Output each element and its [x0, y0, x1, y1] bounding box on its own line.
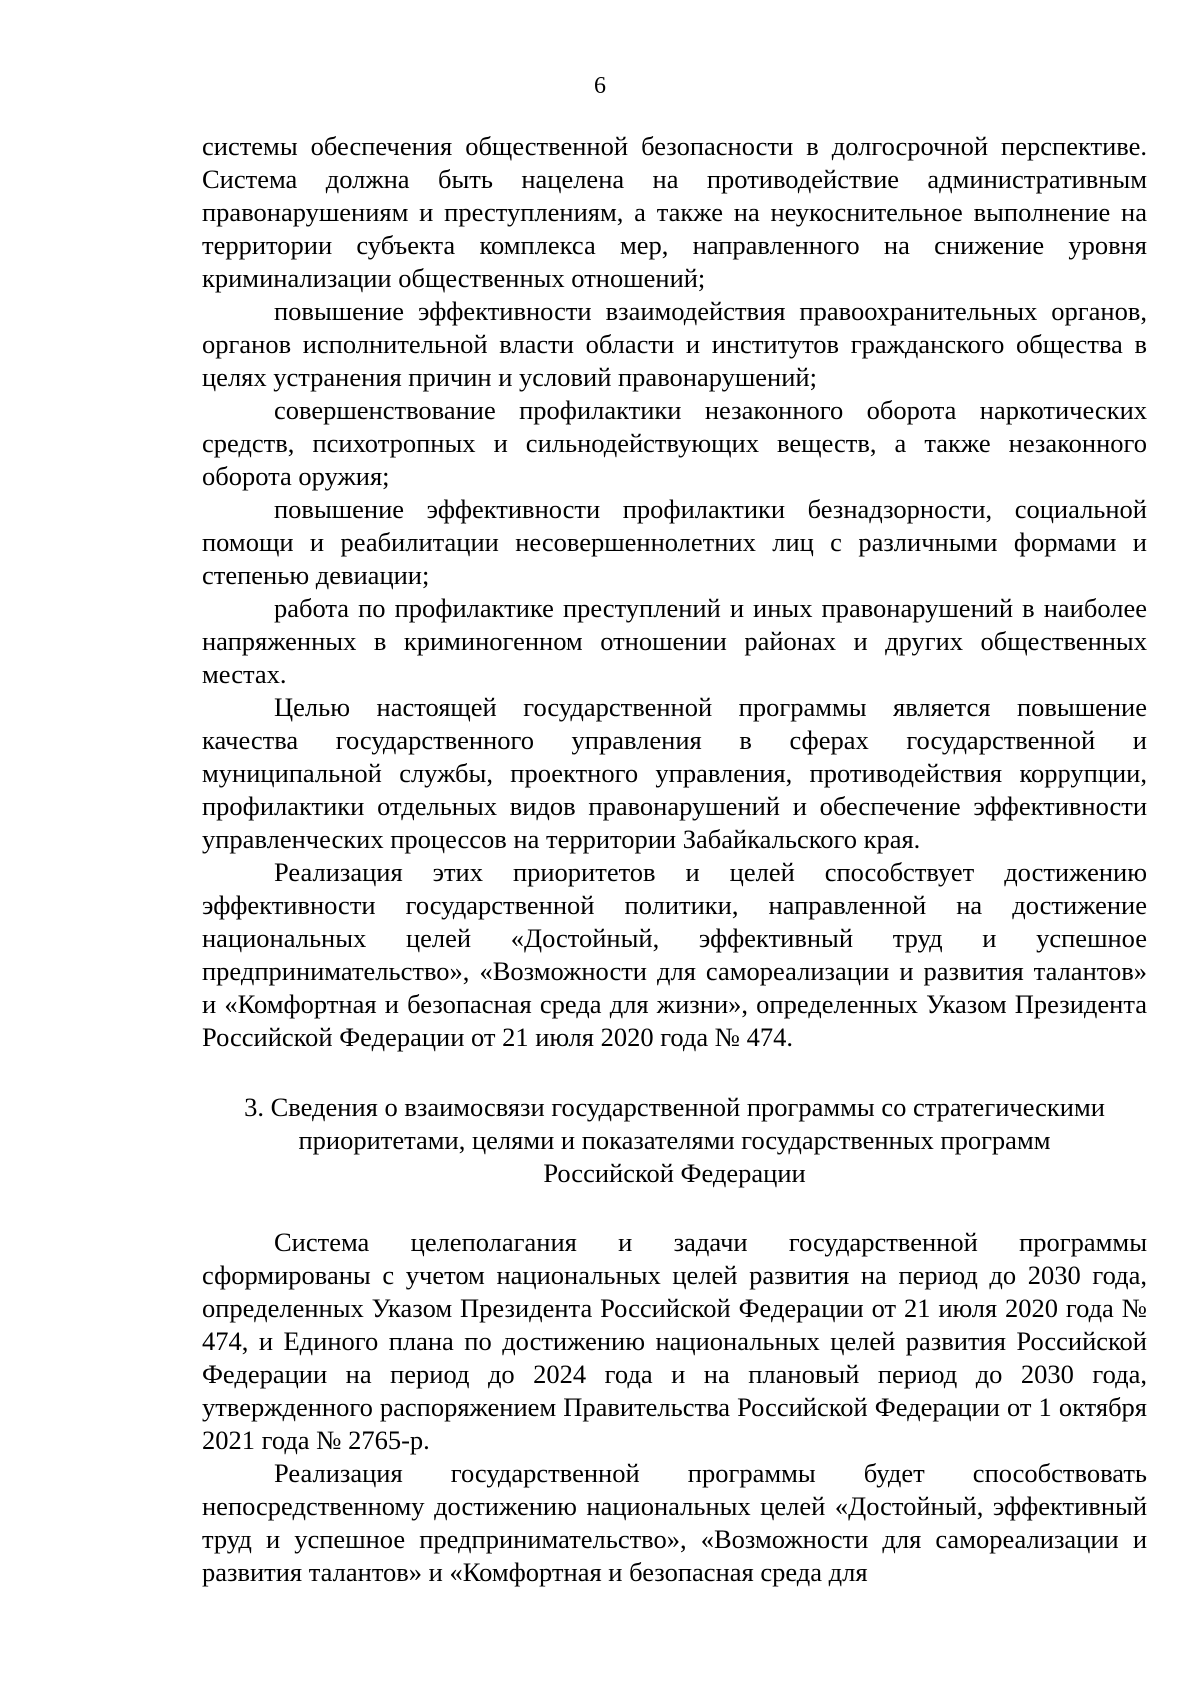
section-heading-line: приоритетами, целями и показателями государственных программ [298, 1125, 1051, 1155]
paragraph: совершенствование профилактики незаконного оборота наркотических средств, психотропных и сильнодействующих веществ, а также незаконного оборота оружия; [202, 395, 1147, 491]
section-heading-line: Российской Федерации [543, 1158, 806, 1188]
section-heading-line: 3. Сведения о взаимосвязи государственной программы со стратегическими [244, 1092, 1105, 1122]
paragraph: Реализация государственной программы будет способствовать непосредственному достижению национальных целей «Достойный, эффективный труд и успешное предпринимательство», «Возможности для самореализации и развития талантов» и «Комфортная и безопасная среда для [202, 1458, 1147, 1587]
paragraph: Реализация этих приоритетов и целей способствует достижению эффективности государственной политики, направленной на достижение национальных целей «Достойный, эффективный труд и успешное предпринимательство», «Возможности для самореализации и развития талантов» и «Комфортная и безопасная среда для жизни», определенных Указом Президента Российской Федерации от 21 июля 2020 года № 474. [202, 857, 1147, 1052]
paragraph: системы обеспечения общественной безопасности в долгосрочной перспективе. Система должна быть нацелена на противодействие административным правонарушениям и преступлениям, а также на неукоснительное выполнение на территории субъекта комплекса мер, направленного на снижение уровня криминализации общественных отношений; [202, 131, 1147, 293]
paragraph: повышение эффективности взаимодействия правоохранительных органов, органов исполнительной власти области и институтов гражданского общества в целях устранения причин и условий правонарушений; [202, 296, 1147, 392]
paragraph: Система целеполагания и задачи государственной программы сформированы с учетом национальных целей развития на период до 2030 года, определенных Указом Президента Российской Федерации от 21 июля 2020 года № 474, и Единого плана по достижению национальных целей развития Российской Федерации на период до 2024 года и на плановый период до 2030 года, утвержденного распоряжением Правительства Российской Федерации от 1 октября 2021 года № 2765-р. [202, 1227, 1147, 1455]
paragraph: работа по профилактике преступлений и иных правонарушений в наиболее напряженных в криминогенном отношении районах и других общественных местах. [202, 593, 1147, 689]
page-number: 6 [594, 73, 606, 99]
section-heading [202, 1091, 1147, 1190]
document-body [202, 130, 1147, 1589]
paragraph: повышение эффективности профилактики безнадзорности, социальной помощи и реабилитации несовершеннолетних лиц с различными формами и степенью девиации; [202, 494, 1147, 590]
paragraph: Целью настоящей государственной программы является повышение качества государственного управления в сферах государственной и муниципальной службы, проектного управления, противодействия коррупции, профилактики отдельных видов правонарушений и обеспечение эффективности управленческих процессов на территории Забайкальского края. [202, 692, 1147, 854]
